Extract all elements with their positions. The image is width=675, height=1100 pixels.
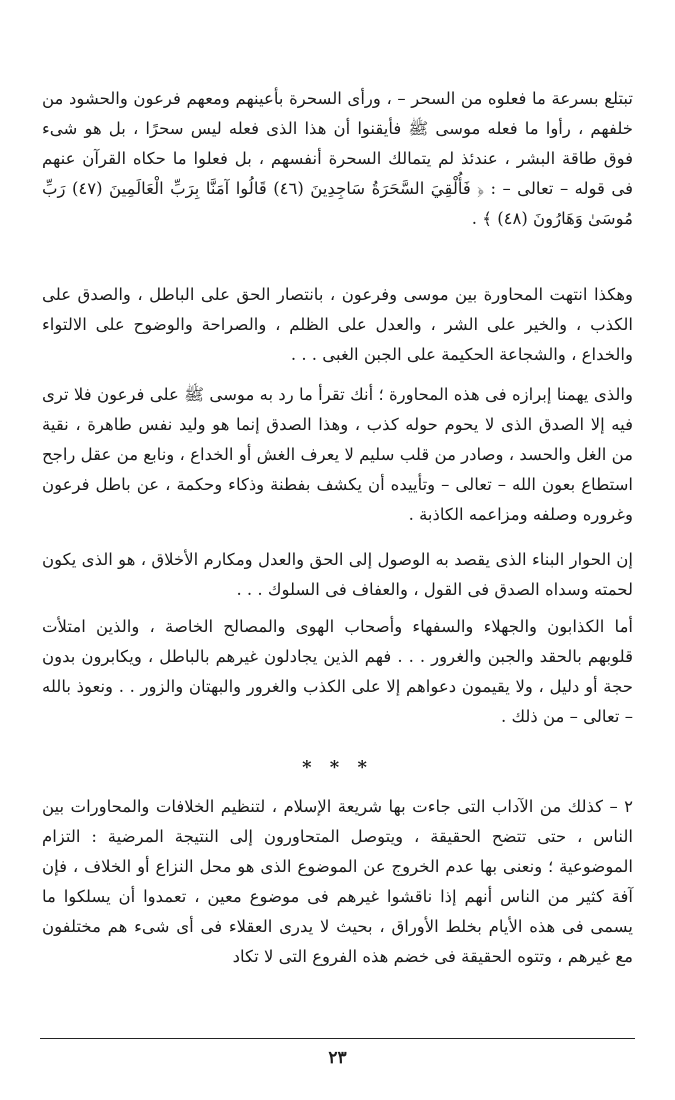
paragraph-constructive-dialogue: إن الحوار البناء الذى يقصد به الوصول إلى الحق والعدل ومكارم الأخلاق ، هو الذى يكون لحمته وسداه الصدق فى القول ، والعفاف فى السلوك . . .	[42, 550, 633, 599]
paragraph-liars-and-ignorant: أما الكذابون والجهلاء والسفهاء وأصحاب الهوى والمصالح الخاصة ، والذين امتلأت قلوبهم بالحقد والجبن والغرور . . . فهم الذين يجادلون غيرهم بالباطل ، ويكابرون بدون حجة أو دليل ، ولا يقيمون دعواهم إلا على الكذب والغرور والبهتان والزور . . ونعوذ بالله – تعالى – من ذلك .	[42, 617, 633, 726]
footer-divider	[40, 1038, 635, 1039]
paragraph-victory-of-truth: وهكذا انتهت المحاورة بين موسى وفرعون ، بانتصار الحق على الباطل ، والصدق على الكذب ، والخير على الشر ، والعدل على الظلم ، والصراحة والوضوح على الالتواء والخداع ، والشجاعة الحكيمة على الجبن الغبى . . .	[42, 285, 633, 364]
page-number: ٢٣	[328, 1048, 347, 1068]
section-separator: * * *	[302, 757, 373, 778]
paragraph-quran-verse: تبتلع بسرعة ما فعلوه من السحر – ، ورأى السحرة بأعينهم ومعهم فرعون والحشود من خلفهم ، رأوا ما فعله موسى ﷺ فأيقنوا أن هذا الذى فعله ليس سحرًا ، بل هو شىء فوق طاقة البشر ، عندئذ لم يتمالك السحرة أنفسهم ، بل فعلوا ما حكاه القرآن عنهم فى قوله – تعالى – : ﴿ فَأُلْقِيَ السَّحَرَةُ سَاجِدِينَ (٤٦) قَالُوا آمَنَّا بِرَبِّ الْعَالَمِينَ (٤٧) رَبِّ مُوسَىٰ وَهَارُونَ (٤٨) ﴾ .	[42, 89, 634, 228]
paragraph-moses-truthfulness: والذى يهمنا إبرازه فى هذه المحاورة ؛ أنك تقرأ ما رد به موسى ﷺ على فرعون فلا ترى فيه إلا الصدق الذى لا يحوم حوله كذب ، وهذا الصدق إنما هو وليد نفس طاهرة ، نقية من الغل والحسد ، وصادر من قلب سليم لا يعرف الغش أو الخداع ، ونابع من عقل راجح استطاع بعون الله – تعالى – وتأييده أن يكشف بفطنة وذكاء وحكمة ، عن باطل فرعون وغروره وصلفه ومزاعمه الكاذبة .	[42, 385, 633, 524]
paragraph-objectivity: ٢ – كذلك من الآداب التى جاءت بها شريعة الإسلام ، لتنظيم الخلافات والمحاورات بين الناس ، حتى تتضح الحقيقة ، ويتوصل المتحاورون إلى النتيجة المرضية : التزام الموضوعية ؛ ونعنى بها عدم الخروج عن الموضوع الذى هو محل النزاع أو الخلاف ، فإن آفة كثير من الناس أنهم إذا ناقشوا غيرهم فى موضوع معين ، تعمدوا أن يسلكوا ما يسمى فى هذه الأيام بخلط الأوراق ، بحيث لا يدرى العقلاء فى أى شىء هم مختلفون مع غيرهم ، وتتوه الحقيقة فى خضم هذه الفروع التى لا تكاد	[42, 797, 633, 966]
